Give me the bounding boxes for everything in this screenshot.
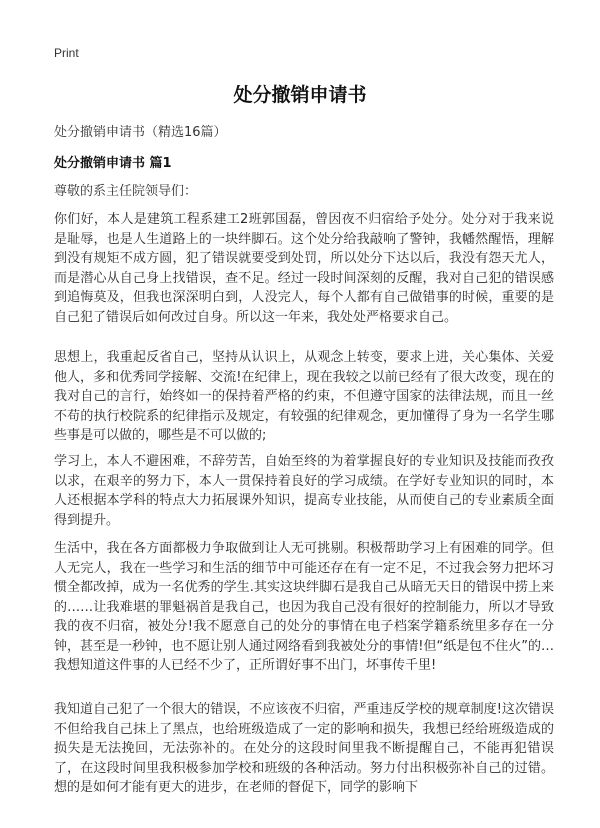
section-heading: 处分撤销申请书 篇1 [54, 156, 172, 171]
salutation: 尊敬的系主任院领导们： [54, 184, 198, 199]
paragraph: 你们好，本人是建筑工程系建工2班郭国磊，曾因夜不归宿给予处分。处分对于我来说是耻辱，也是人生道路上的一块绊脚石。这个处分给我敲响了警钟，我幡然醒悟，理解到没有规矩不成方圆，犯了错误就要受到处罚，所以处分下达以后，我没有怨天尤人，而是潜心从自己身上找错误，查不足。经过一段时间深刻的反醒，我对自己犯的错误感到追悔莫及，但我也深深明白到，人没完人，每个人都有自己做错事的时候，重要的是自己犯了错误后如何改过自身。所以这一年来，我处处严格要求自己。 [54, 212, 554, 325]
paragraph: 生活中，我在各方面都极力争取做到让人无可挑剔。积极帮助学习上有困难的同学。但人无完人，我在一些学习和生活的细节中可能还存在有一定不足，不过我会努力把坏习惯全都改掉，成为一名优秀的学生.其实这块绊脚石是我自己从暗无天日的错误中捞上来的……让我难堪的罪魁祸首是我自己，也因为我自己没有很好的控制能力，所以才导致我的夜不归宿，被处分!我不愿意自己的处分的事情在电子档案学籍系统里多存在一分钟，甚至是一秒钟，也不愿让别人通过网络看到我被处分的事情!但“纸是包不住火”的…我想知道这件事的人已经不少了，正所谓好事不出门，坏事传千里! [54, 541, 554, 673]
paragraph: 我知道自己犯了一个很大的错误，不应该夜不归宿，严重违反学校的规章制度!这次错误不但给我自己抹上了黑点，也给班级造成了一定的影响和损失，我想已经给班级造成的损失是无法挽回，无法弥补的。在处分的这段时间里我不断提醒自己，不能再犯错误了，在这段时间里我积极参加学校和班级的各种活动。努力付出积极弥补自己的过错。想的是如何才能有更大的进步，在老师的督促下，同学的影响下 [54, 702, 554, 795]
paragraph: 思想上，我重起反省自己，坚持从认识上，从观念上转变，要求上进，关心集体、关爱他人，多和优秀同学接解、交流!在纪律上，现在我较之以前已经有了很大改变，现在的我对自己的言行，始终如一的保持着严格的约束，不但遵守国家的法律法规，而且一丝不苟的执行校院系的纪律指示及规定，有较强的纪律观念，更加懂得了身为一名学生哪些事是可以做的，哪些是不可以做的; [54, 350, 554, 443]
document-title: 处分撤销申请书 [233, 84, 367, 106]
document-subtitle: 处分撤销申请书（精选16篇） [54, 125, 227, 140]
print-link[interactable]: Print [54, 46, 79, 60]
paragraph: 学习上，本人不避困难，不辞劳苦，自始至终的为着掌握良好的专业知识及技能而孜孜以求，在艰辛的努力下，本人一贯保持着良好的学习成绩。在学好专业知识的同时，本人还根据本学科的特点大力拓展课外知识，提高专业技能，从而使自己的专业素质全面得到提升。 [54, 454, 554, 528]
